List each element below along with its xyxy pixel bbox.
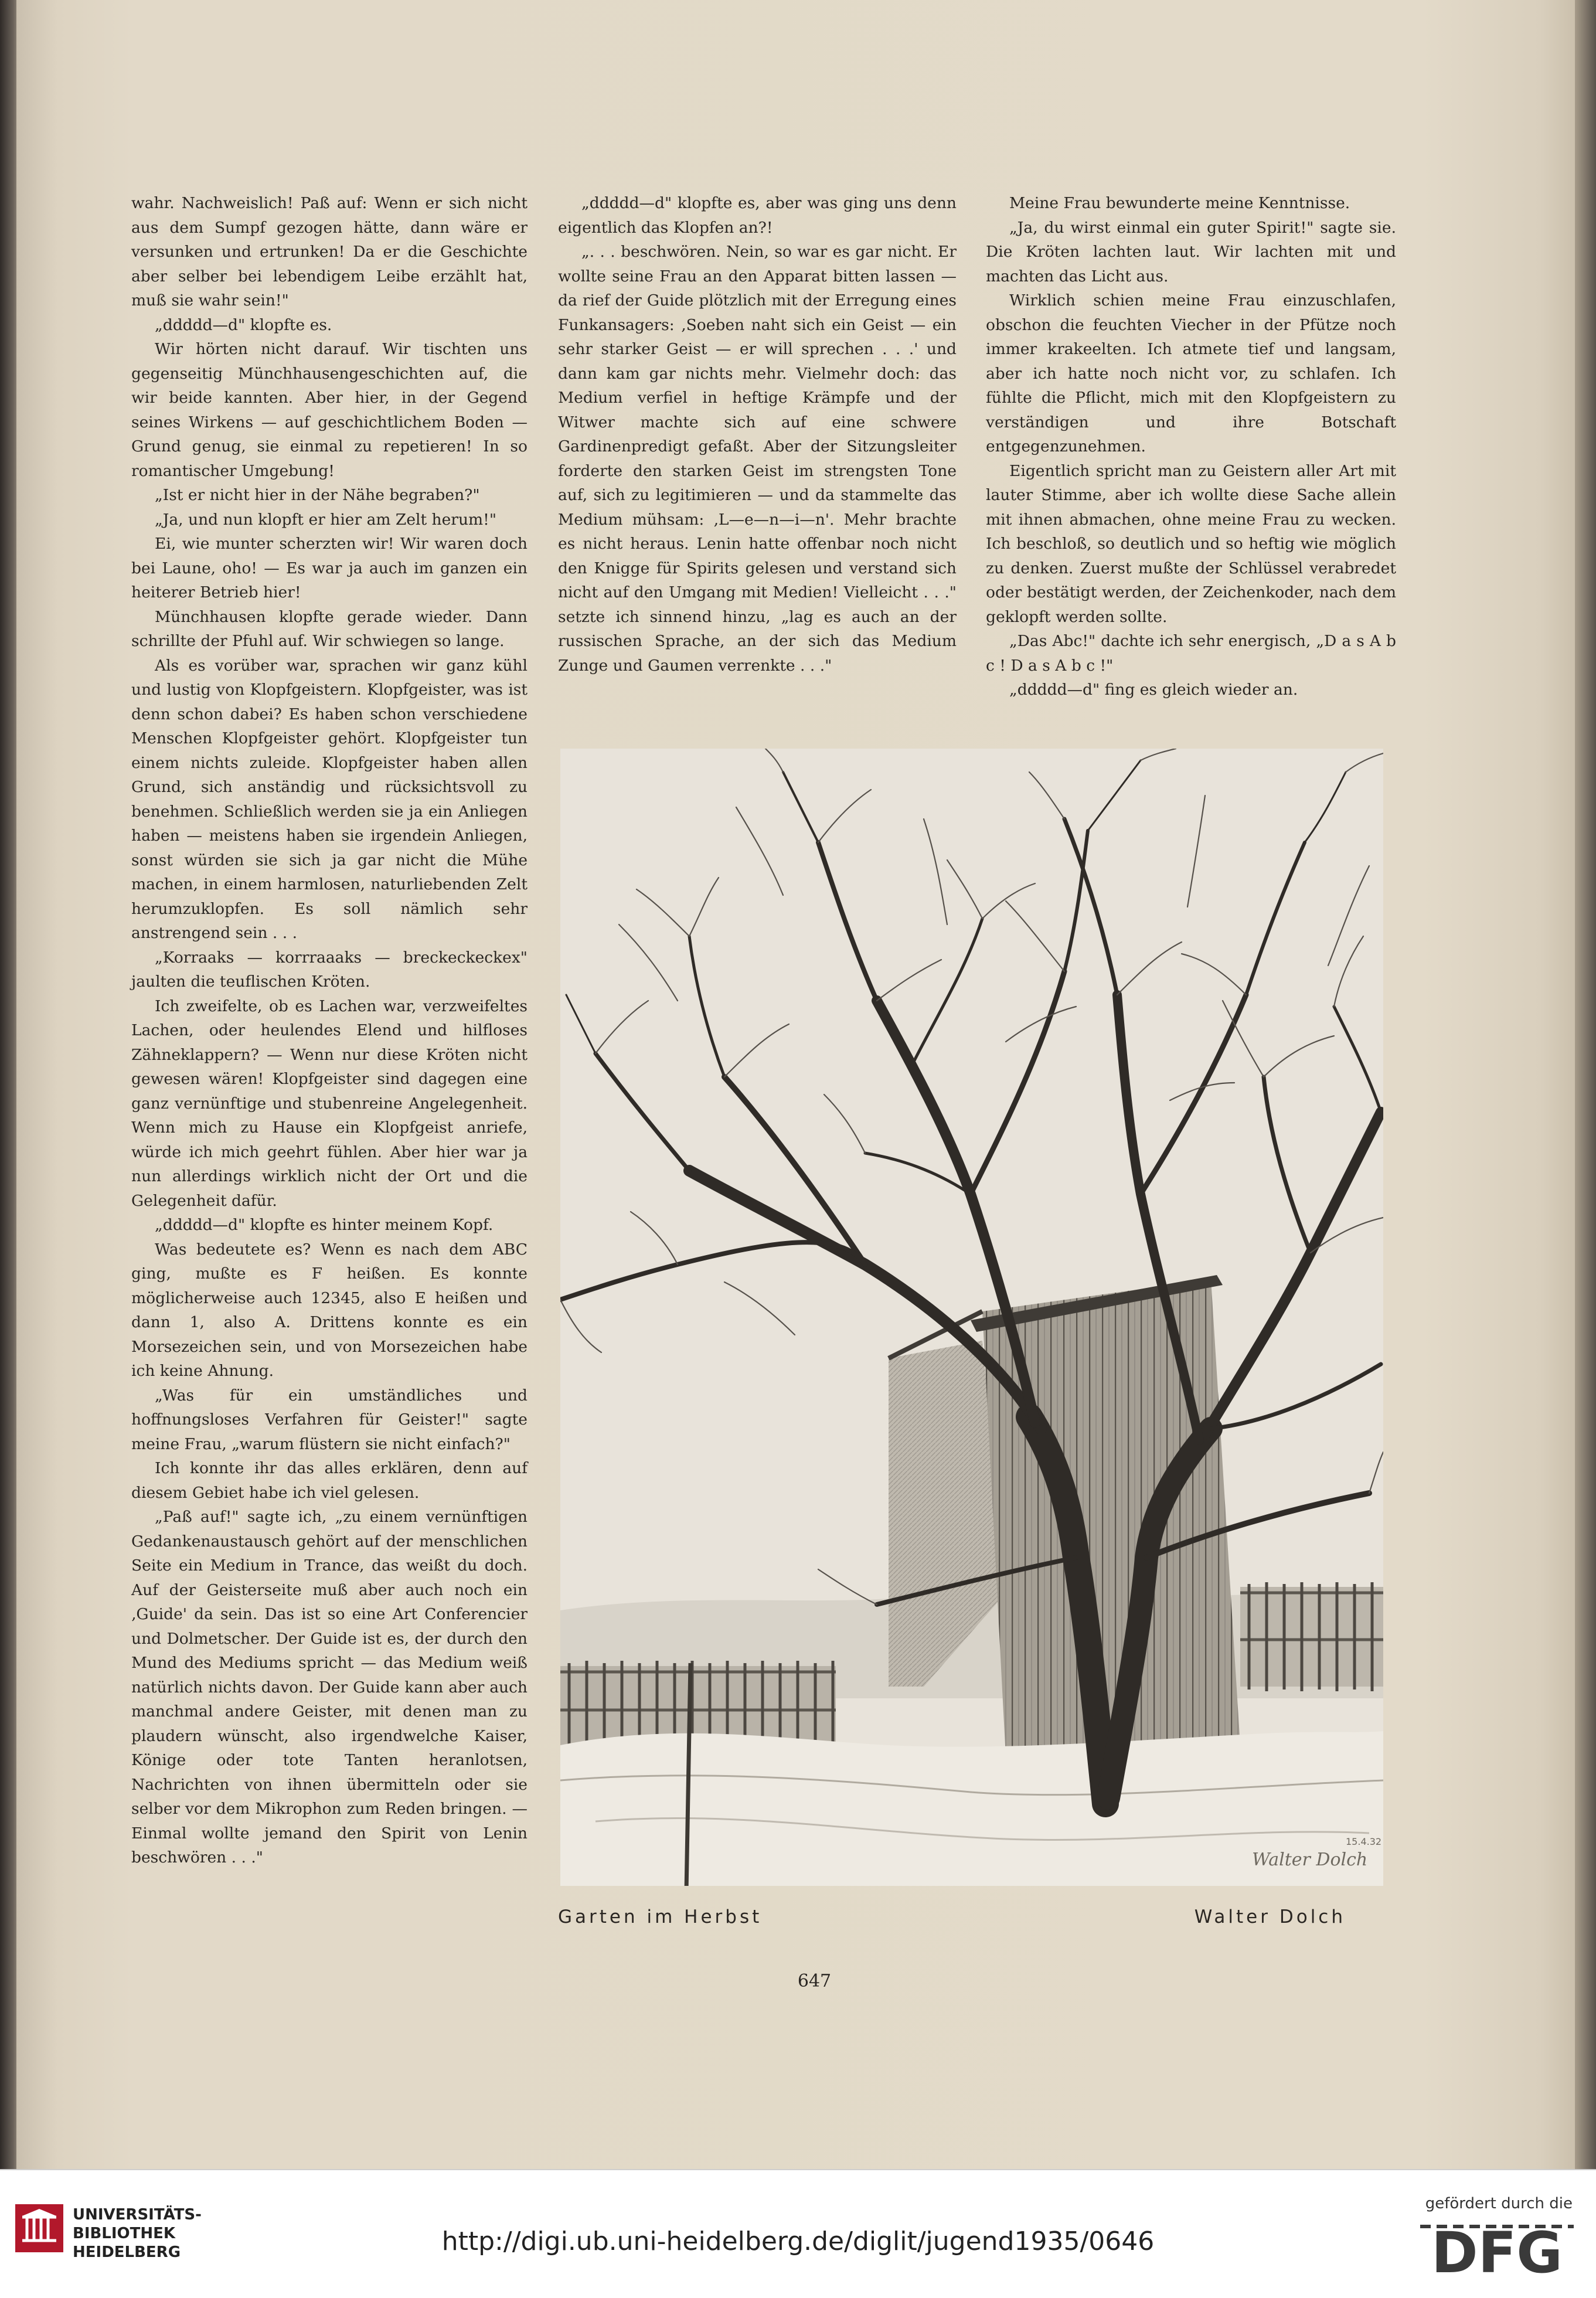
journal-page	[16, 0, 1581, 2169]
paragraph: „Ja, du wirst einmal ein guter Spirit!" sagte sie. Die Kröten lachten laut. Wir lachten mit und machten das Licht aus.	[986, 218, 1396, 285]
paragraph: „ddddd—d" klopfte es, aber was ging uns denn eigentlich das Klopfen an?!	[558, 194, 957, 237]
paragraph: „ddddd—d" klopfte es hinter meinem Kopf.	[155, 1216, 494, 1234]
paragraph: Was bedeutete es? Wenn es nach dem ABC ging, mußte es F heißen. Es konnte möglicherweise auch 12345, also E heißen und dann 1, also A. Drittens konnte es ein Morsezeichen sein, und von Morsezeichen habe ich keine Ahnung.	[131, 1240, 528, 1380]
figure-caption-artist: Walter Dolch	[1194, 1906, 1346, 1928]
tree-illustration	[560, 749, 1383, 1886]
text-column-2	[558, 191, 957, 678]
paragraph: „ddddd—d" klopfte es.	[155, 315, 332, 334]
garden-lithograph	[560, 749, 1383, 1886]
permalink-url[interactable]: http://digi.ub.uni-heidelberg.de/diglit/jugend1935/0646	[441, 2226, 1155, 2256]
page-number: 647	[797, 1971, 832, 1991]
library-name-line: HEIDELBERG	[73, 2243, 181, 2261]
paragraph: Ich konnte ihr das alles erklären, denn auf diesem Gebiet habe ich viel gelesen.	[131, 1459, 528, 1502]
paragraph: „ddddd—d" fing es gleich wieder an.	[1009, 681, 1298, 699]
date-mark: 15.4.32	[1346, 1836, 1382, 1847]
figure-caption-title: Garten im Herbst	[558, 1906, 763, 1928]
paragraph: Münchhausen klopfte gerade wieder. Dann schrillte der Pfuhl auf. Wir schwiegen so lange.	[131, 607, 528, 650]
paragraph: „Paß auf!" sagte ich, „zu einem vernünftigen Gedankenaustausch gehört auf der menschlichen Seite ein Medium in Trance, das weißt du doch. Auf der Geisterseite muß aber auch noch ein ‚Guide' da sein. Das ist so eine Art Conferencier und Dolmetscher. Der Guide ist es, der durch den Mund des Mediums spricht — das Medium weiß natürlich nichts davon. Der Guide kann aber auch manchmal andere Geister, mit denen man zu plaudern wünscht, also irgendwelche Kaiser, Könige oder tote Tanten heranlotsen, Nachrichten von ihnen übermitteln oder sie selber vor dem Mikrophon zum Reden bringen. — Einmal wollte jemand den Spirit von Lenin beschwören . . ."	[131, 1508, 528, 1867]
paragraph: Wir hörten nicht darauf. Wir tischten uns gegenseitig Münchhausengeschichten auf, die wir beide kannten. Aber hier, in der Gegend seines Wirkens — auf geschichtlichem Boden — Grund genug, sie einmal zu repetieren! In so romantischer Umgebung!	[131, 340, 528, 480]
library-name-line: BIBLIOTHEK	[73, 2225, 176, 2242]
paragraph: „Ja, und nun klopft er hier am Zelt herum!"	[155, 510, 497, 529]
paragraph: „Was für ein umständliches und hoffnungsloses Verfahren für Geister!" sagte meine Frau, „warum flüstern sie nicht einfach?"	[131, 1386, 528, 1453]
dfg-logo-icon[interactable]	[1420, 2222, 1574, 2279]
paragraph: Meine Frau bewunderte meine Kenntnisse.	[1009, 194, 1350, 212]
artist-signature: Walter Dolch	[1252, 1850, 1368, 1870]
paragraph: „. . . beschwören. Nein, so war es gar nicht. Er wollte seine Frau an den Apparat bitten lassen — da rief der Guide plötzlich mit der Erregung eines Funkansagers: ‚Soeben naht sich ein Geist — ein sehr starker Geist — er will sprechen . . .' und dann kam gar nichts mehr. Vielmehr doch: das Medium verfiel in heftige Krämpfe und der Witwer machte sich auf eine schwere Gardinenpredigt gefaßt. Aber der Sitzungsleiter forderte den starken Geist im strengsten Tone auf, sich zu legitimieren — und da stammelte das Medium mühsam: ‚L—e—n—i—n'. Mehr brachte es nicht heraus. Lenin hatte offenbar noch nicht den Knigge für Spirits gelesen und verstand sich nicht auf den Umgang mit Medien! Vielleicht . . ." setzte ich sinnend hinzu, „lag es auch an der russischen Sprache, an der sich das Medium Zunge und Gaumen verrenkte . . ."	[558, 243, 957, 675]
paragraph: Als es vorüber war, sprachen wir ganz kühl und lustig von Klopfgeistern. Klopfgeister, was ist denn schon dabei? Es haben schon verschiedene Menschen Klopfgeister gehört. Klopfgeister tun einem nichts zuleide. Klopfgeister haben allen Grund, sich anständig und rücksichtsvoll zu benehmen. Schließlich werden sie ja ein Anliegen haben — meistens haben sie irgendein Anliegen, sonst würden sie sich ja gar nicht die Mühe machen, in einem harmlosen, naturliebenden Zelt herumzuklopfen. Es soll nämlich sehr anstrengend sein . . .	[131, 656, 528, 942]
paragraph: Ei, wie munter scherzten wir! Wir waren doch bei Laune, oho! — Es war ja auch im ganzen ein heiterer Betrieb hier!	[131, 535, 528, 601]
paragraph: Ich zweifelte, ob es Lachen war, verzweifeltes Lachen, oder heulendes Elend und hilfloses Zähneklappern? — Wenn nur diese Kröten nicht gewesen wären! Klopfgeister sind dagegen eine ganz vernünftige und stubenreine Angelegenheit. Wenn mich zu Hause ein Klopfgeist anriefe, würde ich mich geehrt fühlen. Aber hier war ja nun allerdings wirklich nicht der Ort und die Gelegenheit dafür.	[131, 997, 528, 1210]
library-name-line: UNIVERSITÄTS-	[73, 2206, 202, 2224]
right-page-edge	[1575, 0, 1596, 2169]
right-fence	[1240, 1582, 1383, 1691]
dfg-logo-text: DFG	[1431, 2222, 1563, 2279]
viewer-footer	[0, 2169, 1596, 2298]
text-column-3	[986, 191, 1396, 702]
paragraph: „Das Abc!" dachte ich sehr energisch, „D a s A b c ! D a s A b c !"	[986, 632, 1396, 675]
funded-by-label: gefördert durch die	[1425, 2195, 1573, 2212]
paragraph: „Korraaks — korrraaaks — breckeckeckex" jaulten die teuflischen Kröten.	[131, 948, 528, 991]
text-column-1	[131, 191, 528, 1870]
paragraph: Wirklich schien meine Frau einzuschlafen, obschon die feuchten Viecher in der Pfütze noch immer krakeelten. Ich atmete tief und langsam, aber ich hatte noch nicht vor, zu schlafen. Ich fühlte die Pflicht, mich mit den Klopfgeistern zu verständigen und ihre Botschaft entgegenzunehmen.	[986, 291, 1396, 455]
paragraph: Eigentlich spricht man zu Geistern aller Art mit lauter Stimme, aber ich wollte diese Sache allein mit ihnen abmachen, ohne meine Frau zu wecken. Ich beschloß, so deutlich und so heftig wie möglich zu denken. Zuerst mußte der Schlüssel verabredet oder bestätigt werden, der Zeichenkoder, nach dem geklopft werden sollte.	[986, 461, 1396, 626]
paragraph: wahr. Nachweislich! Paß auf: Wenn er sich nicht aus dem Sumpf gezogen hätte, dann wäre er versunken und ertrunken! Da er die Geschichte aber selber bei lebendigem Leibe erzählt hat, muß sie wahr sein!"	[131, 194, 528, 310]
paragraph: „Ist er nicht hier in der Nähe begraben?"	[155, 486, 480, 504]
